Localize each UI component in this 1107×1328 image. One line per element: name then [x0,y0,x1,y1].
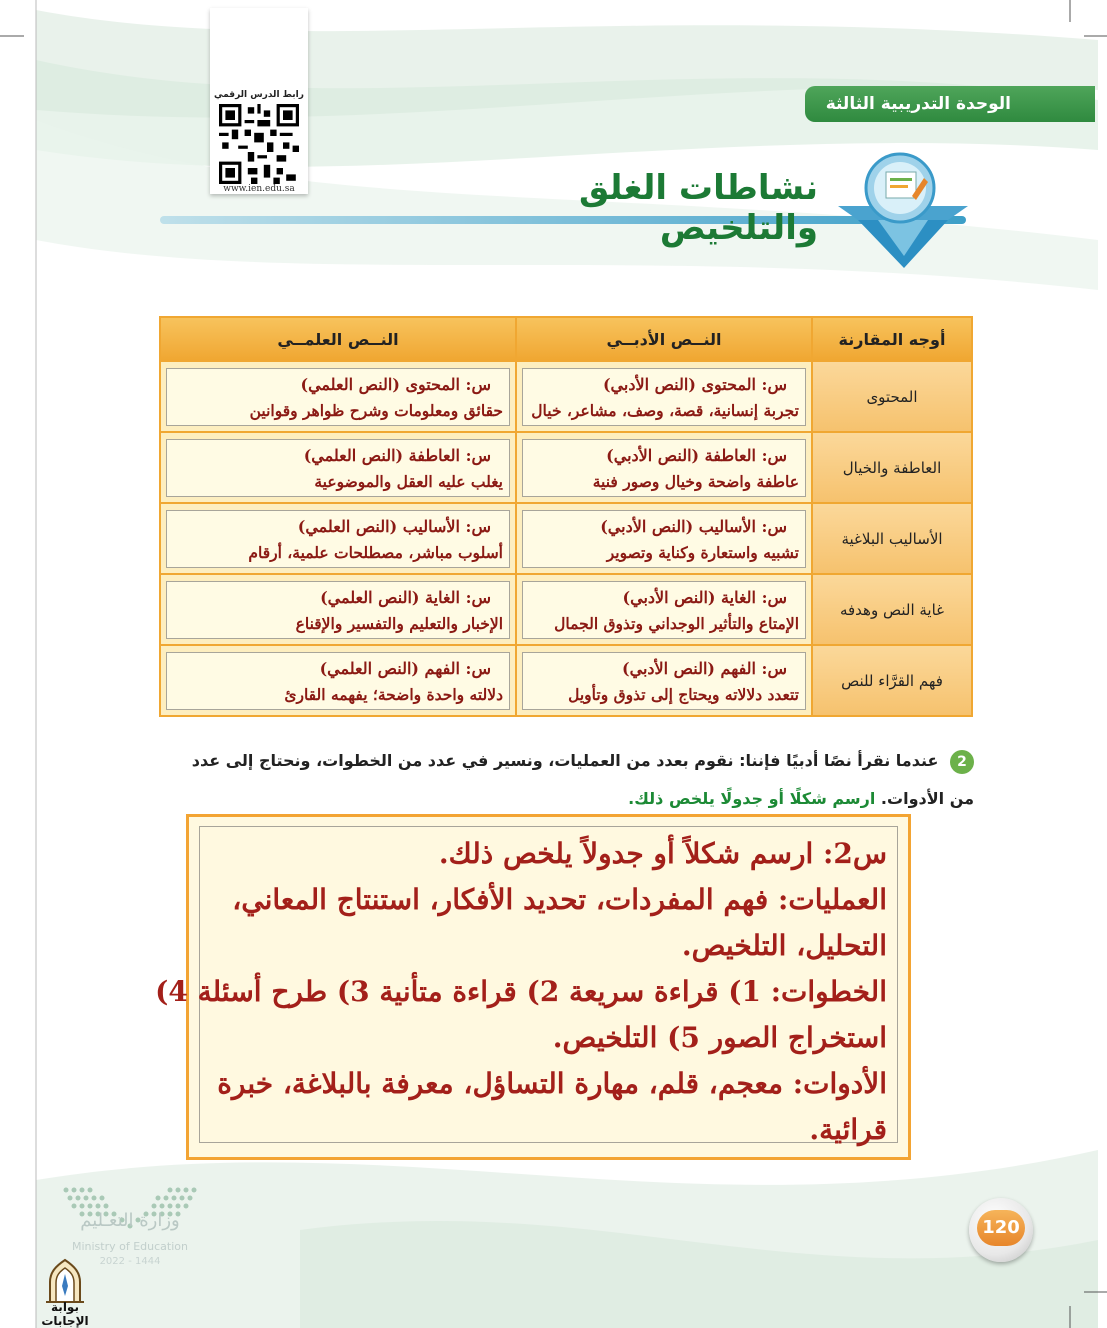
question-number-badge: 2 [950,750,974,774]
answer-text: حقائق ومعلومات وشرح ظواهر وقوانين [249,400,503,420]
answer-field[interactable] [166,510,510,568]
answer-line: التحليل، التلخيص. [681,929,887,962]
literary-cell[interactable] [516,645,812,716]
answer-question: س: الغاية (النص الأدبي) [622,587,787,607]
literary-cell[interactable] [516,361,812,432]
table-row [160,361,972,432]
answer-field[interactable] [166,439,510,497]
answer-text: الإخبار والتعليم والتفسير والإقناع [295,613,503,633]
answer-text: أسلوب مباشر، مصطلحات علمية، أرقام [248,542,503,562]
answer-line: الخطوات: 1) قراءة سريعة 2) قراءة متأنية 3) طرح أسئلة 4) [155,975,887,1008]
table-row [160,503,972,574]
portal-name[interactable]: بوابة الإجابات [41,1300,89,1328]
qr-label: رابط الدرس الرقمي [214,90,304,100]
answer-text: تشبيه واستعارة وكناية وتصوير [606,542,799,562]
qr-code-icon[interactable] [219,104,299,184]
answer-question: س: الغاية (النص العلمي) [320,587,491,607]
header-scientific: النــص العلمــي [160,317,516,361]
portal-logo-icon[interactable] [40,1256,90,1306]
answer-text: تتعدد دلالاته ويحتاج إلى تذوق وتأويل [568,684,799,704]
answer-field[interactable] [522,439,806,497]
aspect-cell: غاية النص وهدفه [812,574,972,645]
ministry-name-ar: وزارة التعـليم [80,1210,180,1231]
table-row [160,645,972,716]
table-row [160,574,972,645]
answer-text: يغلب عليه العقل والموضوعية [314,471,503,491]
answer-field[interactable] [166,581,510,639]
scientific-cell[interactable] [160,361,516,432]
page-title: نشاطات الغلق والتلخيص [578,168,818,248]
answer-line: استخراج الصور 5) التلخيص. [552,1021,887,1054]
aspect-cell: المحتوى [812,361,972,432]
answer-text: عاطفة واضحة وخيال وصور فنية [592,471,799,491]
scientific-cell[interactable] [160,645,516,716]
comparison-table [159,316,973,717]
question-2 [180,742,974,818]
literary-cell[interactable] [516,574,812,645]
unit-tab: الوحدة التدريبية الثالثة [805,86,1095,122]
page-number-badge [969,1198,1033,1262]
answer-question: س: الفهم (النص الأدبي) [622,658,787,678]
question-instruction: ارسم شكلًا أو جدولًا يلخص ذلك. [628,789,876,808]
question-text: عندما نقرأ نصًا أدبيًا فإننا: نقوم بعدد من العمليات، ونسير في عدد من الخطوات، ونحتاج إلى عدد من الأدوات. [191,751,974,808]
header-literary: النــص الأدبــي [516,317,812,361]
answer-line: س2: ارسم شكلاً أو جدولاً يلخص ذلك. [438,837,887,870]
scientific-cell[interactable] [160,503,516,574]
answer-question: س: المحتوى (النص الأدبي) [602,374,787,394]
qr-code-card[interactable] [210,8,308,194]
answer-line: العمليات: فهم المفردات، تحديد الأفكار، استنتاج المعاني، [232,883,887,916]
answer-question: س: المحتوى (النص العلمي) [300,374,491,394]
answer-field[interactable] [522,510,806,568]
scientific-cell[interactable] [160,432,516,503]
answer-question: س: العاطفة (النص الأدبي) [606,445,787,465]
answer-line: قرائية. [809,1113,887,1146]
ministry-year: 2022 - 1444 [99,1256,161,1267]
table-row [160,432,972,503]
answer-line: الأدوات: معجم، قلم، مهارة التساؤل، معرفة بالبلاغة، خبرة [217,1067,887,1100]
answer-field[interactable] [522,652,806,710]
literary-cell[interactable] [516,503,812,574]
answer-text: الإمتاع والتأثير الوجداني وتذوق الجمال [554,613,799,633]
answer-question: س: الأساليب (النص الأدبي) [600,516,787,536]
lesson-emblem-icon [828,148,978,272]
answer-question: س: الأساليب (النص العلمي) [297,516,491,536]
answer-question: س: الفهم (النص العلمي) [319,658,491,678]
answer-text: دلالته واحدة واضحة؛ يفهمه القارئ [284,684,503,704]
answer-field[interactable] [166,652,510,710]
qr-url[interactable]: www.ien.edu.sa [223,184,295,194]
aspect-cell: العاطفة والخيال [812,432,972,503]
answer-box[interactable] [155,814,911,1160]
ministry-name-en: Ministry of Education [71,1240,188,1253]
header-aspect: أوجه المقارنة [812,317,972,361]
table-header-row [160,317,972,361]
literary-cell[interactable] [516,432,812,503]
answer-field[interactable] [522,368,806,426]
aspect-cell: فهم القرَّاء للنص [812,645,972,716]
page-number: 120 [977,1210,1025,1246]
aspect-cell: الأساليب البلاغية [812,503,972,574]
answer-field[interactable] [522,581,806,639]
answer-question: س: العاطفة (النص العلمي) [303,445,491,465]
scientific-cell[interactable] [160,574,516,645]
answer-field[interactable] [166,368,510,426]
answer-field[interactable] [155,826,898,1146]
answer-text: تجربة إنسانية، قصة، وصف، مشاعر، خيال [531,400,799,420]
